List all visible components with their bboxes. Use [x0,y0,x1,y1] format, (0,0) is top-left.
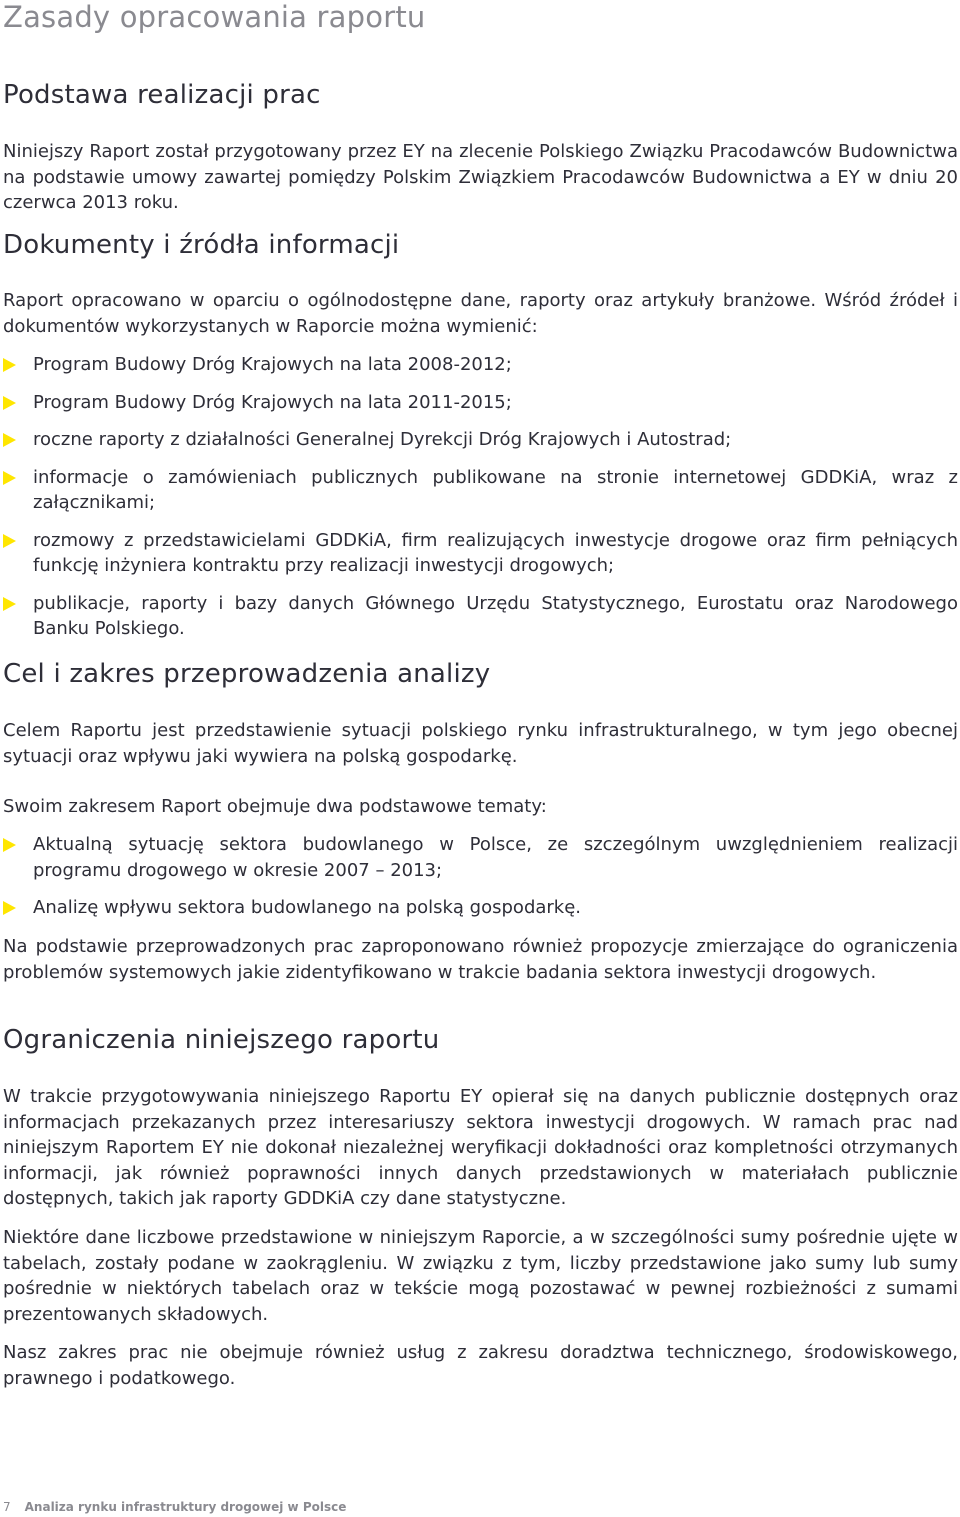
section-heading-cel: Cel i zakres przeprowadzenia analizy [3,659,491,689]
arrow-bullet-icon [3,396,16,410]
arrow-bullet-icon [3,901,16,915]
page-footer [3,1500,346,1514]
sources-list [3,352,958,642]
arrow-bullet-icon [3,534,16,548]
list-item: Program Budowy Dróg Krajowych na lata 2011-2015; [3,390,958,416]
list-item: Program Budowy Dróg Krajowych na lata 2008-2012; [3,352,958,378]
arrow-bullet-icon [3,358,16,372]
paragraph-cel-1: Celem Raportu jest przedstawienie sytuacji polskiego rynku infrastrukturalnego, w tym jego obecnej sytuacji oraz wpływu jaki wywiera na polską gospodarkę. [3,720,958,767]
paragraph-cel-3: Na podstawie przeprowadzonych prac zaproponowano również propozycje zmierzające do ograniczenia problemów systemowych jakie zidentyfikowano w trakcie badania sektora inwestycji drogowych. [3,936,958,983]
topics-list [3,832,958,921]
arrow-bullet-icon [3,433,16,447]
arrow-bullet-icon [3,838,16,852]
list-item: publikacje, raporty i bazy danych Głównego Urzędu Statystycznego, Eurostatu oraz Narodowego Banku Polskiego. [3,591,958,642]
paragraph-ograniczenia-2: Niektóre dane liczbowe przedstawione w niniejszym Raporcie, a w szczególności sumy pośrednie ujęte w tabelach, zostały podane w zaokrągleniu. W związku z tym, liczby przedstawione jako sumy lub sumy pośrednie w niektórych tabelach oraz w tekście mogą pozostawać w pewnej rozbieżności z sumami prezentowanych składowych. [3,1227,958,1325]
list-item: roczne raporty z działalności Generalnej Dyrekcji Dróg Krajowych i Autostrad; [3,427,958,453]
list-item: Analizę wpływu sektora budowlanego na polską gospodarkę. [3,895,958,921]
paragraph-dokumenty: Raport opracowano w oparciu o ogólnodostępne dane, raporty oraz artykuły branżowe. Wśród źródeł i dokumentów wykorzystanych w Raporcie można wymienić: [3,290,958,337]
page-number: 7 [3,1500,11,1514]
footer-title: Analiza rynku infrastruktury drogowej w Polsce [24,1500,347,1514]
paragraph-cel-2: Swoim zakresem Raport obejmuje dwa podstawowe tematy: [3,796,547,817]
list-item: Aktualną sytuację sektora budowlanego w Polsce, ze szczególnym uwzględnieniem realizacji programu drogowego w okresie 2007 – 2013; [3,832,958,883]
arrow-bullet-icon [3,471,16,485]
section-heading-ograniczenia: Ograniczenia niniejszego raportu [3,1025,440,1055]
section-heading-podstawa: Podstawa realizacji prac [3,80,321,110]
list-item: informacje o zamówieniach publicznych publikowane na stronie internetowej GDDKiA, wraz z załącznikami; [3,465,958,516]
paragraph-ograniczenia-3: Nasz zakres prac nie obejmuje również usług z zakresu doradztwa technicznego, środowiskowego, prawnego i podatkowego. [3,1342,958,1389]
paragraph-podstawa: Niniejszy Raport został przygotowany przez EY na zlecenie Polskiego Związku Pracodawców Budownictwa na podstawie umowy zawartej pomiędzy Polskim Związkiem Pracodawców Budownictwa a EY w dniu 20 czerwca 2013 roku. [3,141,958,213]
paragraph-ograniczenia-1: W trakcie przygotowywania niniejszego Raportu EY opierał się na danych publicznie dostępnych oraz informacjach przekazanych przez interesariuszy sektora inwestycji drogowych. W ramach prac nad niniejszym Raportem EY nie dokonał niezależnej weryfikacji dokładności oraz kompletności otrzymanych informacji, jak również poprawności innych danych przedstawionych w materiałach publicznie dostępnych, takich jak raporty GDDKiA czy dane statystyczne. [3,1086,958,1209]
section-heading-dokumenty: Dokumenty i źródła informacji [3,230,400,260]
document-title: Zasady opracowania raportu [3,0,426,34]
arrow-bullet-icon [3,597,16,611]
list-item: rozmowy z przedstawicielami GDDKiA, firm realizujących inwestycje drogowe oraz firm pełniących funkcję inżyniera kontraktu przy realizacji inwestycji drogowych; [3,528,958,579]
